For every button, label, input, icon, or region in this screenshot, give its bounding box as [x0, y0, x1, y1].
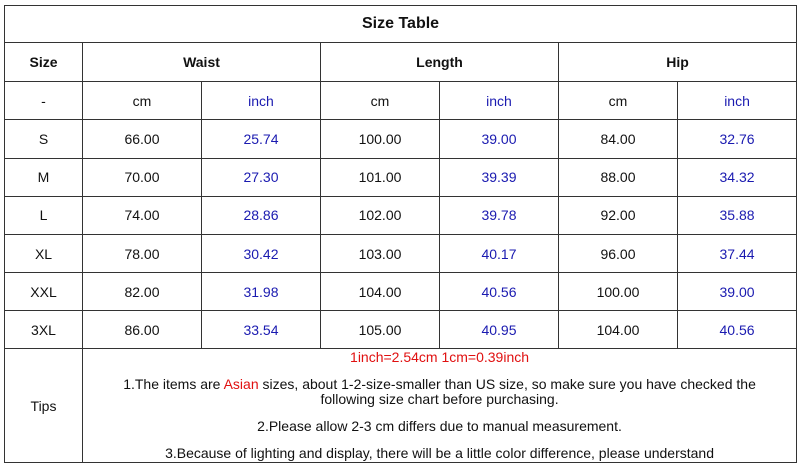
tip-1-text-end: sizes, about 1-2-size-smaller than US size, so make sure you have checked the following size chart before purchasing. — [258, 376, 756, 408]
cell-waist-inch: 27.30 — [202, 158, 321, 196]
tip-3: 3.Because of lighting and display, there will be a little color difference, please understand — [165, 445, 714, 462]
tip-1-highlight: Asian — [223, 376, 259, 393]
cell-size: M — [5, 158, 83, 196]
title-row — [5, 6, 797, 43]
unit-length-cm: cm — [321, 82, 440, 120]
table-row — [5, 120, 797, 158]
cell-hip-cm: 100.00 — [559, 273, 678, 311]
table-row — [5, 273, 797, 311]
cell-size: XL — [5, 234, 83, 272]
tip-conversion: 1inch=2.54cm 1cm=0.39inch — [350, 349, 530, 366]
tip-1-text-start: 1.The items are — [123, 376, 224, 393]
cell-waist-inch: 30.42 — [202, 234, 321, 272]
table-row — [5, 234, 797, 272]
tip-1 — [83, 377, 796, 407]
cell-length-cm: 100.00 — [321, 120, 440, 158]
cell-waist-cm: 70.00 — [83, 158, 202, 196]
cell-waist-cm: 86.00 — [83, 311, 202, 349]
cell-length-cm: 103.00 — [321, 234, 440, 272]
cell-hip-cm: 88.00 — [559, 158, 678, 196]
table-row — [5, 311, 797, 349]
size-table-container — [4, 5, 796, 463]
cell-length-inch: 40.56 — [440, 273, 559, 311]
tips-body — [83, 349, 797, 463]
unit-hip-inch: inch — [678, 82, 797, 120]
cell-length-inch: 39.78 — [440, 196, 559, 234]
cell-hip-inch: 37.44 — [678, 234, 797, 272]
cell-length-inch: 40.17 — [440, 234, 559, 272]
cell-waist-inch: 33.54 — [202, 311, 321, 349]
header-waist: Waist — [83, 43, 321, 82]
unit-waist-inch: inch — [202, 82, 321, 120]
cell-size: L — [5, 196, 83, 234]
size-table — [4, 5, 797, 463]
header-row — [5, 43, 797, 82]
tip-2: 2.Please allow 2-3 cm differs due to manual measurement. — [257, 418, 622, 435]
cell-length-cm: 104.00 — [321, 273, 440, 311]
cell-size: S — [5, 120, 83, 158]
tips-row — [5, 349, 797, 463]
unit-hip-cm: cm — [559, 82, 678, 120]
cell-length-inch: 40.95 — [440, 311, 559, 349]
unit-size: - — [5, 82, 83, 120]
tips-label: Tips — [5, 349, 83, 463]
cell-hip-inch: 35.88 — [678, 196, 797, 234]
cell-waist-cm: 82.00 — [83, 273, 202, 311]
table-row — [5, 196, 797, 234]
cell-length-inch: 39.39 — [440, 158, 559, 196]
cell-length-cm: 101.00 — [321, 158, 440, 196]
cell-length-cm: 105.00 — [321, 311, 440, 349]
table-row — [5, 158, 797, 196]
cell-hip-cm: 92.00 — [559, 196, 678, 234]
header-length: Length — [321, 43, 559, 82]
table-title: Size Table — [5, 6, 797, 43]
cell-waist-cm: 66.00 — [83, 120, 202, 158]
cell-waist-inch: 31.98 — [202, 273, 321, 311]
unit-waist-cm: cm — [83, 82, 202, 120]
header-size: Size — [5, 43, 83, 82]
cell-hip-cm: 104.00 — [559, 311, 678, 349]
header-hip: Hip — [559, 43, 797, 82]
cell-waist-inch: 25.74 — [202, 120, 321, 158]
cell-hip-inch: 32.76 — [678, 120, 797, 158]
cell-waist-cm: 78.00 — [83, 234, 202, 272]
cell-length-inch: 39.00 — [440, 120, 559, 158]
unit-row — [5, 82, 797, 120]
cell-hip-cm: 84.00 — [559, 120, 678, 158]
cell-hip-inch: 34.32 — [678, 158, 797, 196]
cell-size: 3XL — [5, 311, 83, 349]
cell-hip-inch: 39.00 — [678, 273, 797, 311]
unit-length-inch: inch — [440, 82, 559, 120]
cell-waist-inch: 28.86 — [202, 196, 321, 234]
cell-hip-inch: 40.56 — [678, 311, 797, 349]
cell-size: XXL — [5, 273, 83, 311]
cell-hip-cm: 96.00 — [559, 234, 678, 272]
cell-waist-cm: 74.00 — [83, 196, 202, 234]
cell-length-cm: 102.00 — [321, 196, 440, 234]
